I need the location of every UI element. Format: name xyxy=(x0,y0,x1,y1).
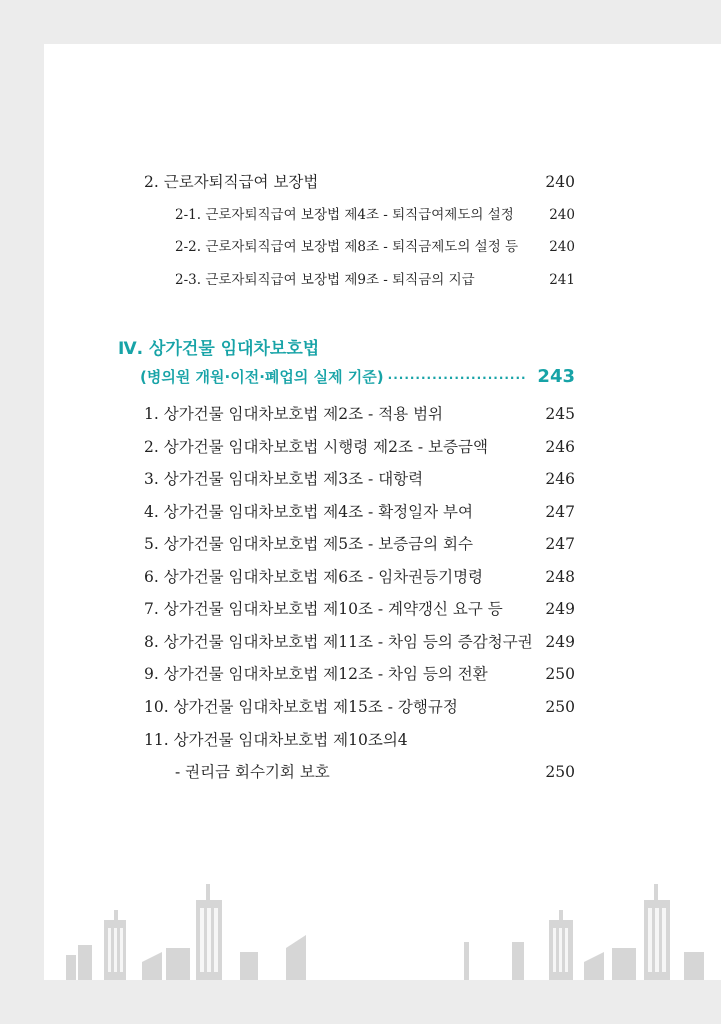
toc-subentry[interactable] xyxy=(175,237,575,257)
building xyxy=(612,948,636,980)
toc-entry-page: 250 xyxy=(545,698,575,716)
toc-entry-title: 9. 상가건물 임대차보호법 제12조 - 차임 등의 전환 xyxy=(144,665,488,683)
building xyxy=(286,935,306,980)
building xyxy=(684,952,704,980)
building xyxy=(512,942,524,980)
toc-entry-page: 248 xyxy=(545,568,575,586)
toc-entry[interactable] xyxy=(144,664,575,684)
toc-entry-page: 240 xyxy=(549,207,575,223)
antenna xyxy=(559,910,563,920)
section-page: 243 xyxy=(537,366,575,387)
toc-entry-title: 2. 근로자퇴직급여 보장법 xyxy=(144,173,319,191)
toc-entry-page: 249 xyxy=(545,600,575,618)
toc-entry-title: 2-2. 근로자퇴직급여 보장법 제8조 - 퇴직금제도의 설정 등 xyxy=(175,239,519,255)
toc-entry[interactable] xyxy=(144,437,575,457)
toc-entry-page: 240 xyxy=(549,239,575,255)
toc-entry-page: 247 xyxy=(545,503,575,521)
toc-entry[interactable] xyxy=(144,502,575,522)
toc-entry-title: 2-1. 근로자퇴직급여 보장법 제4조 - 퇴직급여제도의 설정 xyxy=(175,207,514,223)
toc-subentry[interactable] xyxy=(175,205,575,225)
toc-subentry[interactable] xyxy=(175,270,575,290)
toc-entry-page: 249 xyxy=(545,633,575,651)
toc-entry[interactable] xyxy=(144,697,575,717)
toc-entry[interactable] xyxy=(144,632,575,652)
antenna xyxy=(114,910,118,920)
toc-entry-title: 2-3. 근로자퇴직급여 보장법 제9조 - 퇴직금의 지급 xyxy=(175,272,475,288)
toc-entry[interactable] xyxy=(144,404,575,424)
toc-entry[interactable] xyxy=(144,469,575,489)
toc-entry-title: 8. 상가건물 임대차보호법 제11조 - 차임 등의 증감청구권 xyxy=(144,633,533,651)
toc-entry-title: 4. 상가건물 임대차보호법 제4조 - 확정일자 부여 xyxy=(144,503,473,521)
building xyxy=(584,952,604,980)
building xyxy=(66,955,76,980)
toc-entry-title: 10. 상가건물 임대차보호법 제15조 - 강행규정 xyxy=(144,698,458,716)
toc-entry-title: 3. 상가건물 임대차보호법 제3조 - 대항력 xyxy=(144,470,424,488)
tower xyxy=(464,942,469,980)
section-subheading: (병의원 개원·이전·폐업의 실제 기준) xyxy=(140,368,384,386)
toc-entry-title: 6. 상가건물 임대차보호법 제6조 - 임차권등기명령 xyxy=(144,568,484,586)
toc-entry-page: 245 xyxy=(545,405,575,423)
building xyxy=(240,952,258,980)
toc-entry-continuation[interactable] xyxy=(175,762,575,782)
toc-entry[interactable] xyxy=(144,172,575,192)
toc-entry[interactable] xyxy=(144,599,575,619)
toc-entry-title: 2. 상가건물 임대차보호법 시행령 제2조 - 보증금액 xyxy=(144,438,488,456)
toc-entry[interactable] xyxy=(144,534,575,554)
toc-entry-page: 240 xyxy=(545,173,575,191)
antenna xyxy=(654,884,658,900)
toc-entry-page: 246 xyxy=(545,438,575,456)
toc-entry-title: 1. 상가건물 임대차보호법 제2조 - 적용 범위 xyxy=(144,405,444,423)
toc-entry-page: 250 xyxy=(545,763,575,781)
section-subheading-row[interactable] xyxy=(140,366,575,387)
toc-entry-page: 246 xyxy=(545,470,575,488)
antenna xyxy=(206,884,210,900)
building xyxy=(142,952,162,980)
section-heading[interactable]: Ⅳ. 상가건물 임대차보호법 xyxy=(118,339,320,359)
building xyxy=(166,948,190,980)
toc-entry-title: 11. 상가건물 임대차보호법 제10조의4 xyxy=(144,731,408,749)
toc-entry-title: 5. 상가건물 임대차보호법 제5조 - 보증금의 회수 xyxy=(144,535,473,553)
dot-leader: ························· xyxy=(387,371,527,385)
toc-entry[interactable] xyxy=(144,567,575,587)
toc-entry-title: 7. 상가건물 임대차보호법 제10조 - 계약갱신 요구 등 xyxy=(144,600,503,618)
toc-page xyxy=(44,44,721,980)
building xyxy=(78,945,92,980)
toc-entry-title: - 권리금 회수기회 보호 xyxy=(175,763,330,781)
city-skyline-illustration xyxy=(44,880,721,980)
toc-entry[interactable] xyxy=(144,730,575,750)
toc-entry-page: 247 xyxy=(545,535,575,553)
toc-entry-page: 250 xyxy=(545,665,575,683)
toc-entry-page: 241 xyxy=(549,272,575,288)
